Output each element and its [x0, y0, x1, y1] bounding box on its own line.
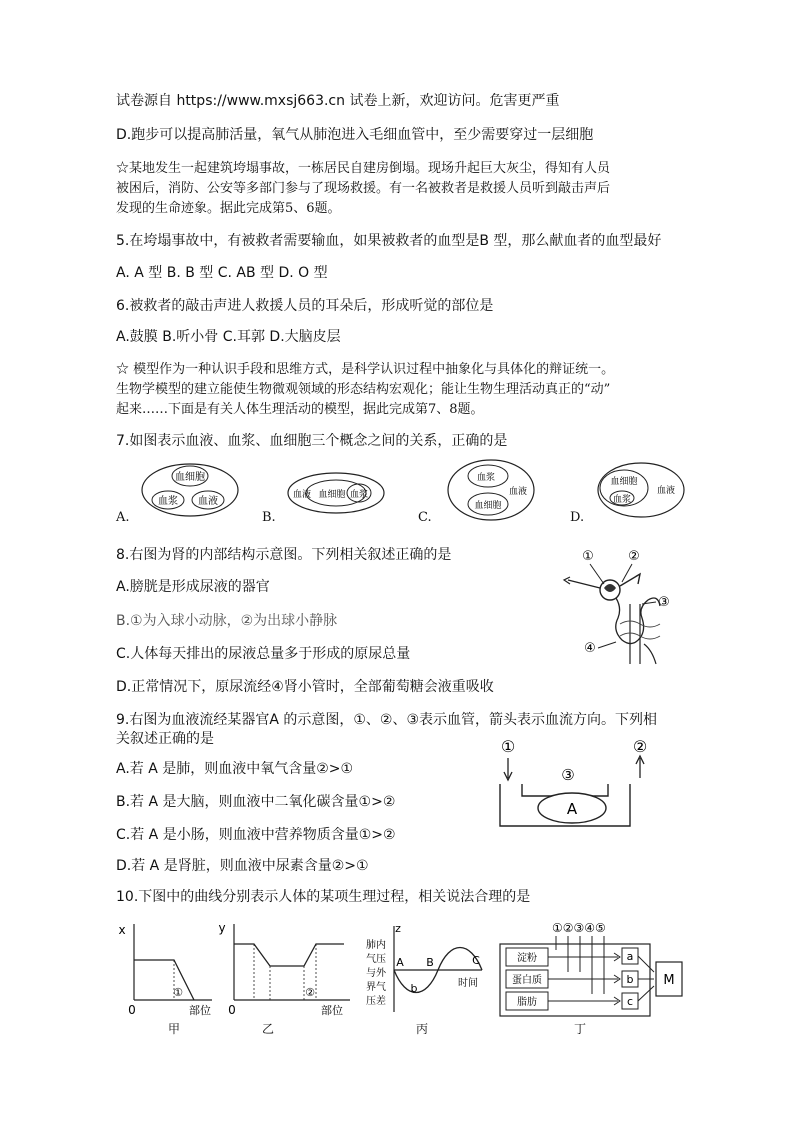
passage-2-line-1: ☆ 模型作为一种认识手段和思维方式，是科学认识过程中抽象化与具体化的辩证统一。: [116, 362, 615, 377]
q7-c-label-1: 血浆: [476, 473, 496, 483]
q7-a-label-2: 血浆: [158, 496, 178, 507]
q9-label-in: ①: [500, 737, 516, 756]
passage-1-line-1: ☆某地发生一起建筑垮塌事故，一栋居民自建房倒塌。现场升起巨大灰尘，得知有人员: [116, 161, 611, 176]
q7-a-label-3: 血液: [198, 496, 218, 507]
passage-1-line-2: 被困后，消防、公安等多部门参与了现场救援。有一名被救者是救援人员听到敲击声后: [116, 181, 611, 196]
q10-bing-y-label: z: [395, 922, 401, 935]
q10-yi-x-label: 部位: [321, 1004, 343, 1017]
q10-bing-ylab-2: 气压: [366, 954, 386, 965]
q10-bing-caption: 丙: [416, 1022, 429, 1036]
q8-option-a: A.膀胱是形成尿液的器官: [116, 579, 270, 595]
q10-ding-mid-a: a: [626, 950, 634, 963]
q7-diagram-d: [596, 460, 686, 520]
q10-stem: 10.下图中的曲线分别表示人体的某项生理过程，相关说法合理的是: [116, 889, 531, 905]
q7-letter-a: A.: [116, 510, 130, 525]
q6-stem: 6.被救者的敲击声进人救援人员的耳朵后，形成听觉的部位是: [116, 298, 494, 314]
q10-ding-mid-b: b: [626, 973, 634, 986]
q8-label-1: ①: [582, 549, 594, 564]
q7-c-label-2: 血液: [508, 487, 528, 497]
q10-jia-mark: ①: [173, 986, 183, 999]
passage-2-line-3: 起来……下面是有关人体生理活动的模型，据此完成第7、8题。: [116, 402, 484, 417]
q6-options: A.鼓膜 B.听小骨 C.耳郭 D.大脑皮层: [116, 329, 341, 345]
q9-option-c: C.若 A 是小肠，则血液中营养物质含量①>②: [116, 827, 396, 843]
q5-options: A. A 型 B. B 型 C. AB 型 D. O 型: [116, 265, 328, 281]
q10-jia-caption: 甲: [168, 1022, 181, 1036]
header-source: 试卷源自 https://www.mxsj663.cn 试卷上新，欢迎访问。危害更严重: [116, 93, 560, 109]
q9-option-a: A.若 A 是肺，则血液中氧气含量②>①: [116, 761, 354, 777]
q10-bing-b: b: [410, 982, 418, 995]
q10-yi-mark: ②: [305, 986, 315, 999]
q7-diagram-b: [286, 468, 386, 518]
q7-b-label-3: 血浆: [349, 490, 369, 500]
q10-jia-x-label: 部位: [189, 1004, 211, 1017]
q7-c-label-3: 血细胞: [474, 501, 502, 511]
q8-option-b: B.①为入球小动脉，②为出球小静脉: [116, 613, 338, 629]
q7-b-label-1: 血液: [292, 490, 312, 500]
q9-organ-diagram: [494, 734, 654, 834]
passage-1-line-3: 发现的生命迹象。据此完成第5、6题。: [116, 201, 341, 216]
q7-diagram-c: [446, 458, 536, 522]
q7-d-label-3: 血液: [656, 486, 676, 496]
q9-stem-line-2: 关叙述正确的是: [116, 731, 214, 747]
q10-bing-A: A: [396, 956, 404, 969]
q10-ding-M: M: [663, 973, 675, 988]
q10-bing-ylab-1: 肺内: [366, 940, 386, 951]
q10-graph-ding: [496, 920, 696, 1020]
q9-label-mid: ③: [561, 766, 575, 784]
q7-stem: 7.如图表示血液、血浆、血细胞三个概念之间的关系，正确的是: [116, 433, 508, 449]
q7-b-label-2: 血细胞: [318, 490, 346, 500]
q10-ding-row-2: 蛋白质: [512, 975, 542, 986]
q10-yi-y-label: y: [218, 921, 226, 935]
q10-ding-mid-c: c: [626, 995, 634, 1008]
q10-ding-caption: 丁: [574, 1022, 587, 1036]
q10-ding-row-1: 淀粉: [517, 953, 537, 964]
q10-bing-B: B: [426, 956, 434, 969]
q9-option-b: B.若 A 是大脑，则血液中二氧化碳含量①>②: [116, 794, 396, 810]
q10-graph-bing: [364, 920, 494, 1020]
q10-jia-y-label: x: [118, 923, 126, 937]
q9-stem-line-1: 9.右图为血液流经某器官A 的示意图，①、②、③表示血管，箭头表示血流方向。下列相: [116, 712, 658, 728]
q10-bing-ylab-3: 与外: [366, 968, 386, 979]
q5-stem: 5.在垮塌事故中，有被救者需要输血，如果被救者的血型是B 型，那么献血者的血型最好: [116, 233, 662, 249]
q10-bing-C: C: [472, 954, 480, 967]
q7-letter-b: B.: [262, 510, 276, 525]
q7-a-label-1: 血细胞: [175, 472, 205, 483]
q10-bing-ylab-4: 界气: [366, 982, 386, 993]
q9-label-out: ②: [632, 737, 648, 756]
q7-d-label-1: 血细胞: [610, 477, 638, 487]
q10-jia-origin: 0: [128, 1003, 136, 1017]
q10-yi-origin: 0: [228, 1003, 236, 1017]
q10-ding-nums: ①②③④⑤: [552, 921, 606, 935]
q9-option-d: D.若 A 是肾脏，则血液中尿素含量②>①: [116, 858, 369, 874]
q10-ding-row-3: 脂肪: [517, 997, 537, 1008]
q9-label-organ: A: [566, 800, 578, 818]
q7-letter-d: D.: [570, 510, 585, 525]
q8-option-d: D.正常情况下，原尿流经④肾小管时，全部葡萄糖会液重吸收: [116, 679, 494, 695]
passage-2-line-2: 生物学模型的建立能使生物微观领域的形态结构宏观化；能让生物生理活动真正的“动”: [116, 382, 611, 397]
q8-label-4: ④: [584, 641, 596, 656]
q7-d-label-2: 血浆: [612, 495, 632, 505]
q8-nephron-diagram: [560, 544, 680, 674]
q10-yi-caption: 乙: [262, 1022, 275, 1036]
q8-label-3: ③: [658, 595, 670, 610]
q4-option-d: D.跑步可以提高肺活量，氧气从肺泡进入毛细血管中，至少需要穿过一层细胞: [116, 127, 594, 143]
q8-label-2: ②: [628, 549, 640, 564]
q10-graph-yi: [214, 920, 354, 1020]
q10-bing-x-label: 时间: [458, 978, 478, 989]
q8-option-c: C.人体每天排出的尿液总量多于形成的原尿总量: [116, 646, 411, 662]
q8-stem: 8.右图为肾的内部结构示意图。下列相关叙述正确的是: [116, 547, 452, 563]
q10-graph-jia: [116, 920, 216, 1020]
q7-letter-c: C.: [418, 510, 432, 525]
q10-bing-ylab-5: 压差: [366, 996, 386, 1007]
q7-diagram-a: [140, 460, 240, 520]
